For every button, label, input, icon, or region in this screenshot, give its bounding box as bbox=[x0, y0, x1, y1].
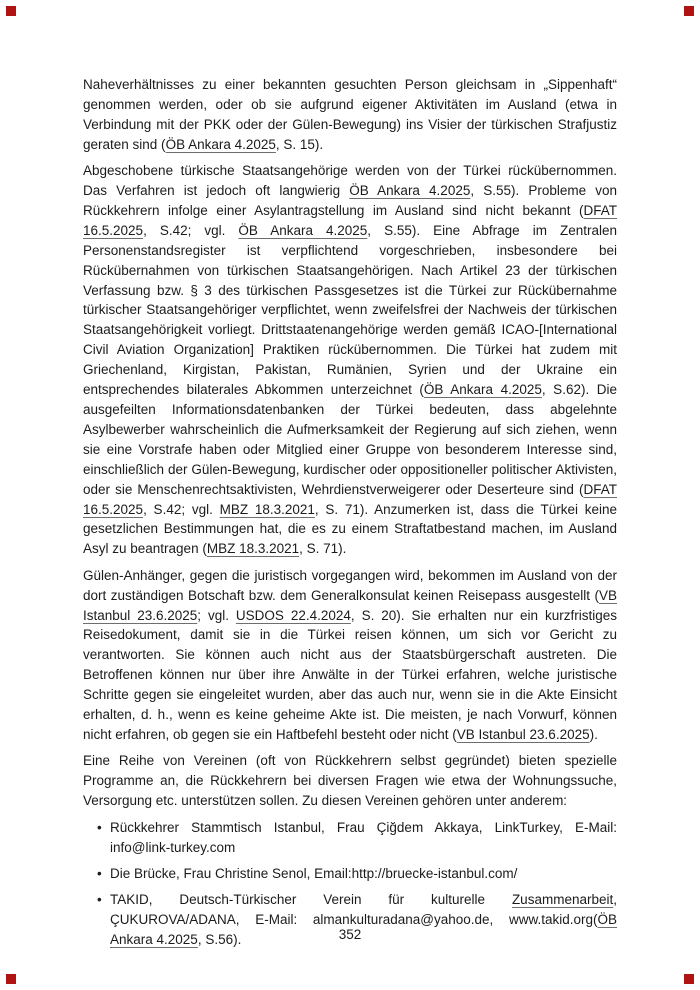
text-run: , S.42; vgl. bbox=[143, 222, 239, 238]
text-run: , S.55). Eine Abfrage im Zentralen Personenstandsregister ist verpflichtend vorgeschrieben, insbesondere bei Rückübernahmen von türkischen Staatsangehörigen. Nach Artikel 23 der türkischen Verfassung bzw. § 3 des türkischen Passgesetzes ist die Türkei zur Rückübernahme türkischer Staatsangehöriger verpflichtet, wenn zweifelsfrei der Nachweis der türkischen Staatsangehörigkeit vorliegt. Drittstaatenangehörige werden gemäß ICAO-[International Civil Aviation Organization] Praktiken rückübernommen. Die Türkei hat zudem mit Griechenland, Kirgistan, Pakistan, Rumänien, Syrien und der Ukraine ein entsprechendes bilaterales Abkommen unterzeichnet ( bbox=[83, 222, 618, 398]
corner-mark-top-left bbox=[6, 6, 16, 16]
citation-link[interactable]: ÖB Ankara 4.2025 bbox=[423, 382, 542, 398]
text-run: Abgeschobene türkische Staatsangehörige werden von der Türkei rückübernommen. Das Verfahren ist jedoch oft langwierig bbox=[83, 163, 617, 199]
text-run: , S.42; vgl. bbox=[143, 501, 220, 517]
citation-link[interactable]: ÖB Ankara 4.2025 bbox=[349, 183, 471, 199]
text-run: , S.56). bbox=[197, 932, 242, 948]
text-run: ). bbox=[589, 727, 598, 742]
text-run: , S.55). Probleme von Rückkehrern infolge einer Asylantragstellung im Ausland sind nicht bekannt ( bbox=[83, 183, 617, 218]
text-run: ; vgl. bbox=[197, 607, 236, 623]
citation-link[interactable]: ÖB Ankara 4.2025 bbox=[165, 136, 276, 152]
citation-link[interactable]: Zusammenarbeit bbox=[511, 892, 614, 908]
text-run: Die Brücke, Frau Christine Senol, Email:http://bruecke-istanbul.com/ bbox=[110, 865, 518, 881]
text-run: Gülen-Anhänger, gegen die juristisch vorgegangen wird, bekommen im Ausland von der dort zuständigen Botschaft bzw. dem Generalkonsulat keinen Reisepass ausgestellt ( bbox=[83, 567, 617, 603]
citation-link[interactable]: ÖB Ankara 4.2025 bbox=[238, 222, 368, 238]
text-run: , S. 71). Anzumerken ist, dass die Türkei keine gesetzlichen Bestimmungen hat, die es zu einem Straftatbestand machen, im Ausland Asyl zu beantragen ( bbox=[83, 501, 617, 557]
text-run: Naheverhältnisses zu einer bekannten gesuchten Person gleichsam in „Sippenhaft“ genommen werden, oder ob sie aufgrund eigener Aktivitäten im Ausland (etwa in Verbindung mit der PKK oder der Gülen-Bewegung) ins Visier der türkischen Strafjustiz geraten sind ( bbox=[83, 77, 617, 152]
text-run: , S. 20). Sie erhalten nur ein kurzfristiges Reisedokument, damit sie in die Türkei reisen können, um sich vor Gericht zu verantworten. Sie können auch nicht aus der Staatsbürgerschaft austreten. Die Betroffenen können nur über ihre Anwälte in der Türkei erfahren, welche juristische Schritte gegen sie eingeleitet wurden, aber das auch nur, wenn sie in die Akte Einsicht erhalten, d. h., wenn es keine geheime Akte ist. Die meisten, je nach Vorwurf, können nicht erfahren, ob gegen sie ein Haftbefehl besteht oder nicht ( bbox=[83, 607, 618, 742]
text-run: , S.62). Die ausgefeilten Informationsdatenbanken der Türkei bedeuten, dass abgelehnte Asylbewerber wahrscheinlich die Aufmerksamkeit der Regierung auf sich ziehen, wenn sie eine Vorstrafe haben oder Mitglied einer Gruppe von besonderem Interesse sind, einschließlich der Gülen-Bewegung, kurdischer oder oppositioneller politischer Aktivisten, oder sie Menschenrechtsaktivisten, Wehrdienstverweigerer oder Deserteure sind ( bbox=[83, 382, 618, 497]
list-item bbox=[110, 864, 617, 884]
paragraph bbox=[83, 75, 617, 155]
citation-link[interactable]: VB Istanbul 23.6.2025 bbox=[83, 587, 617, 623]
page-number: 352 bbox=[338, 927, 362, 942]
text-run: TAKID, Deutsch-Türkischer Verein für kulturelle bbox=[110, 892, 512, 908]
text-run: , ÇUKUROVA/ADANA, E-Mail: almankulturadana@yahoo.de, www.takid.org( bbox=[110, 892, 617, 928]
citation-link[interactable]: MBZ 18.3.2021 bbox=[219, 501, 315, 517]
text-run: , S. 15). bbox=[275, 136, 324, 152]
citation-link[interactable]: DFAT 16.5.2025 bbox=[83, 202, 617, 238]
citation-link[interactable]: VB Istanbul 23.6.2025 bbox=[456, 727, 590, 742]
text-column bbox=[83, 75, 617, 957]
list-item bbox=[110, 818, 617, 858]
paragraph bbox=[83, 751, 617, 811]
corner-mark-bottom-right bbox=[684, 974, 694, 984]
paragraph bbox=[83, 161, 617, 559]
citation-link[interactable]: USDOS 22.4.2024 bbox=[235, 607, 351, 623]
text-run: Eine Reihe von Vereinen (oft von Rückkehrern selbst gegründet) bieten spezielle Programme an, die Rückkehrern bei diversen Fragen wie etwa der Wohnungssuche, Versorgung etc. unterstützen sollen. Zu diesen Vereinen gehören unter anderem: bbox=[83, 753, 617, 809]
citation-link[interactable]: ÖB Ankara 4.2025 bbox=[110, 912, 617, 948]
text-run: , S. 71). bbox=[299, 541, 347, 557]
text-run: Rückkehrer Stammtisch Istanbul, Frau Çiğdem Akkaya, LinkTurkey, E-Mail: info@link-turkey.com bbox=[110, 819, 617, 855]
citation-link[interactable]: DFAT 16.5.2025 bbox=[83, 481, 617, 517]
citation-link[interactable]: MBZ 18.3.2021 bbox=[206, 541, 300, 557]
paragraph bbox=[83, 566, 617, 745]
corner-mark-top-right bbox=[684, 6, 694, 16]
corner-mark-bottom-left bbox=[6, 974, 16, 984]
